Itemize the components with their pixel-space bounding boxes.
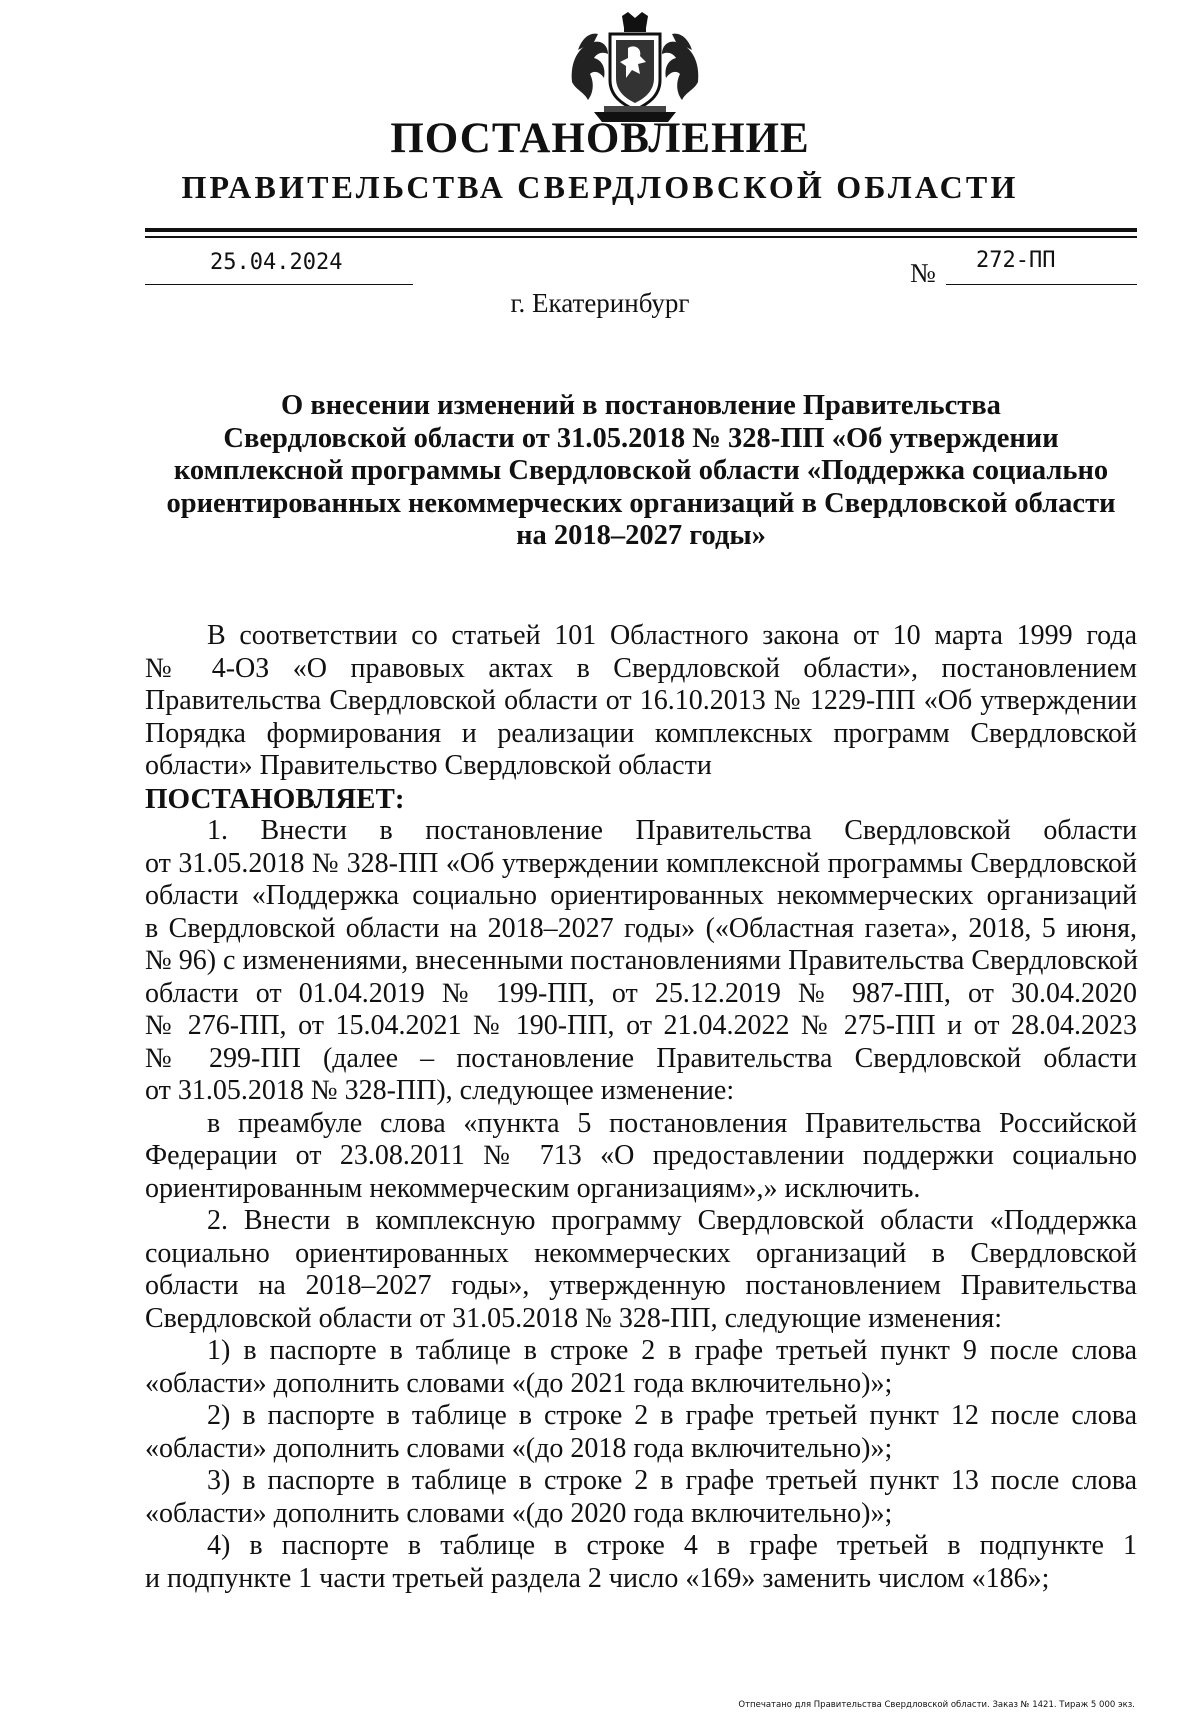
body-line: В соответствии со статьей 101 Областного закона от 10 марта 1999 года [207,620,1137,651]
body-line: 3) в паспорте в таблице в строке 2 в графе третьей пункт 13 после слова [207,1465,1137,1496]
document-type-heading: ПОСТАНОВЛЕНИЕ [390,115,810,162]
body-line: в Свердловской области на 2018–2027 годы» («Областная газета», 2018, 5 июня, [145,912,1137,944]
date-underline [145,284,413,285]
body-line: области от 01.04.2019 № 199-ПП, от 25.12.2019 № 987-ПП, от 30.04.2020 [145,977,1137,1009]
body-line: Порядка формирования и реализации комплексных программ Свердловской [145,717,1137,749]
body-line: ориентированным некоммерческим организациям»,» исключить. [145,1172,921,1204]
body-line: социально ориентированных некоммерческих организаций в Свердловской [145,1237,1137,1269]
header-divider-thin [145,236,1137,238]
document-date: 25.04.2024 [210,250,343,275]
title-line: ориентированных некоммерческих организаций в Свердловской области [166,487,1116,519]
body-line: Свердловской области от 31.05.2018 № 328-ПП, следующие изменения: [145,1302,1003,1334]
body-line: от 31.05.2018 № 328-ПП «Об утверждении комплексной программы Свердловской [145,847,1137,879]
body-line: области на 2018–2027 годы», утвержденную постановлением Правительства [145,1270,1137,1301]
body-line: 1. Внести в постановление Правительства Свердловской области [207,815,1137,846]
title-line: Свердловской области от 31.05.2018 № 328-ПП «Об утверждении [223,422,1059,454]
coat-of-arms-emblem [564,12,706,124]
number-sign: № [910,258,936,288]
title-line: комплексной программы Свердловской области «Поддержка социально [173,455,1109,486]
document-body [145,620,1137,1595]
body-line: «области» дополнить словами «(до 2018 года включительно)»; [145,1432,893,1464]
print-imprint-footer: Отпечатано для Правительства Свердловской области. Заказ № 1421. Тираж 5 000 экз. [738,1700,1135,1710]
body-line: и подпункте 1 части третьей раздела 2 число «169» заменить числом «186»; [145,1562,1050,1594]
body-line: № 4-ОЗ «О правовых актах в Свердловской области», постановлением [145,652,1137,684]
body-line: в преамбуле слова «пункта 5 постановления Правительства Российской [207,1107,1137,1139]
body-line: «области» дополнить словами «(до 2021 года включительно)»; [145,1367,893,1399]
document-number: 272-ПП [976,248,1056,273]
body-line: № 96) с изменениями, внесенными постановлениями Правительства Свердловской [145,945,1139,976]
body-line: Федерации от 23.08.2011 № 713 «О предоставлении поддержки социально [145,1140,1137,1171]
body-line: области «Поддержка социально ориентированных некоммерческих организаций [145,880,1137,911]
issuing-authority-heading: ПРАВИТЕЛЬСТВА СВЕРДЛОВСКОЙ ОБЛАСТИ [181,169,1019,205]
body-line: 4) в паспорте в таблице в строке 4 в графе третьей в подпункте 1 [207,1530,1137,1561]
title-line: О внесении изменений в постановление Правительства [281,390,1001,421]
header-divider-thick [145,228,1137,232]
body-line: 2) в паспорте в таблице в строке 2 в графе третьей пункт 12 после слова [207,1400,1137,1431]
number-underline [946,284,1137,285]
body-line: области» Правительство Свердловской области [145,750,712,781]
body-line: «области» дополнить словами «(до 2020 года включительно)»; [145,1497,893,1529]
document-title [145,390,1137,553]
body-line: № 299-ПП (далее – постановление Правительства Свердловской области [145,1042,1137,1074]
resolution-keyword: ПОСТАНОВЛЯЕТ: [145,782,405,815]
body-line: Правительства Свердловской области от 16.10.2013 № 1229-ПП «Об утверждении [145,685,1137,716]
body-line: 1) в паспорте в таблице в строке 2 в графе третьей пункт 9 после слова [207,1335,1137,1366]
title-line: на 2018–2027 годы» [516,520,766,551]
issue-city: г. Екатеринбург [510,288,690,318]
body-line: № 276-ПП, от 15.04.2021 № 190-ПП, от 21.04.2022 № 275-ПП и от 28.04.2023 [145,1010,1137,1041]
body-line: от 31.05.2018 № 328-ПП), следующее изменение: [145,1075,735,1106]
body-line: 2. Внести в комплексную программу Свердловской области «Поддержка [207,1205,1137,1236]
